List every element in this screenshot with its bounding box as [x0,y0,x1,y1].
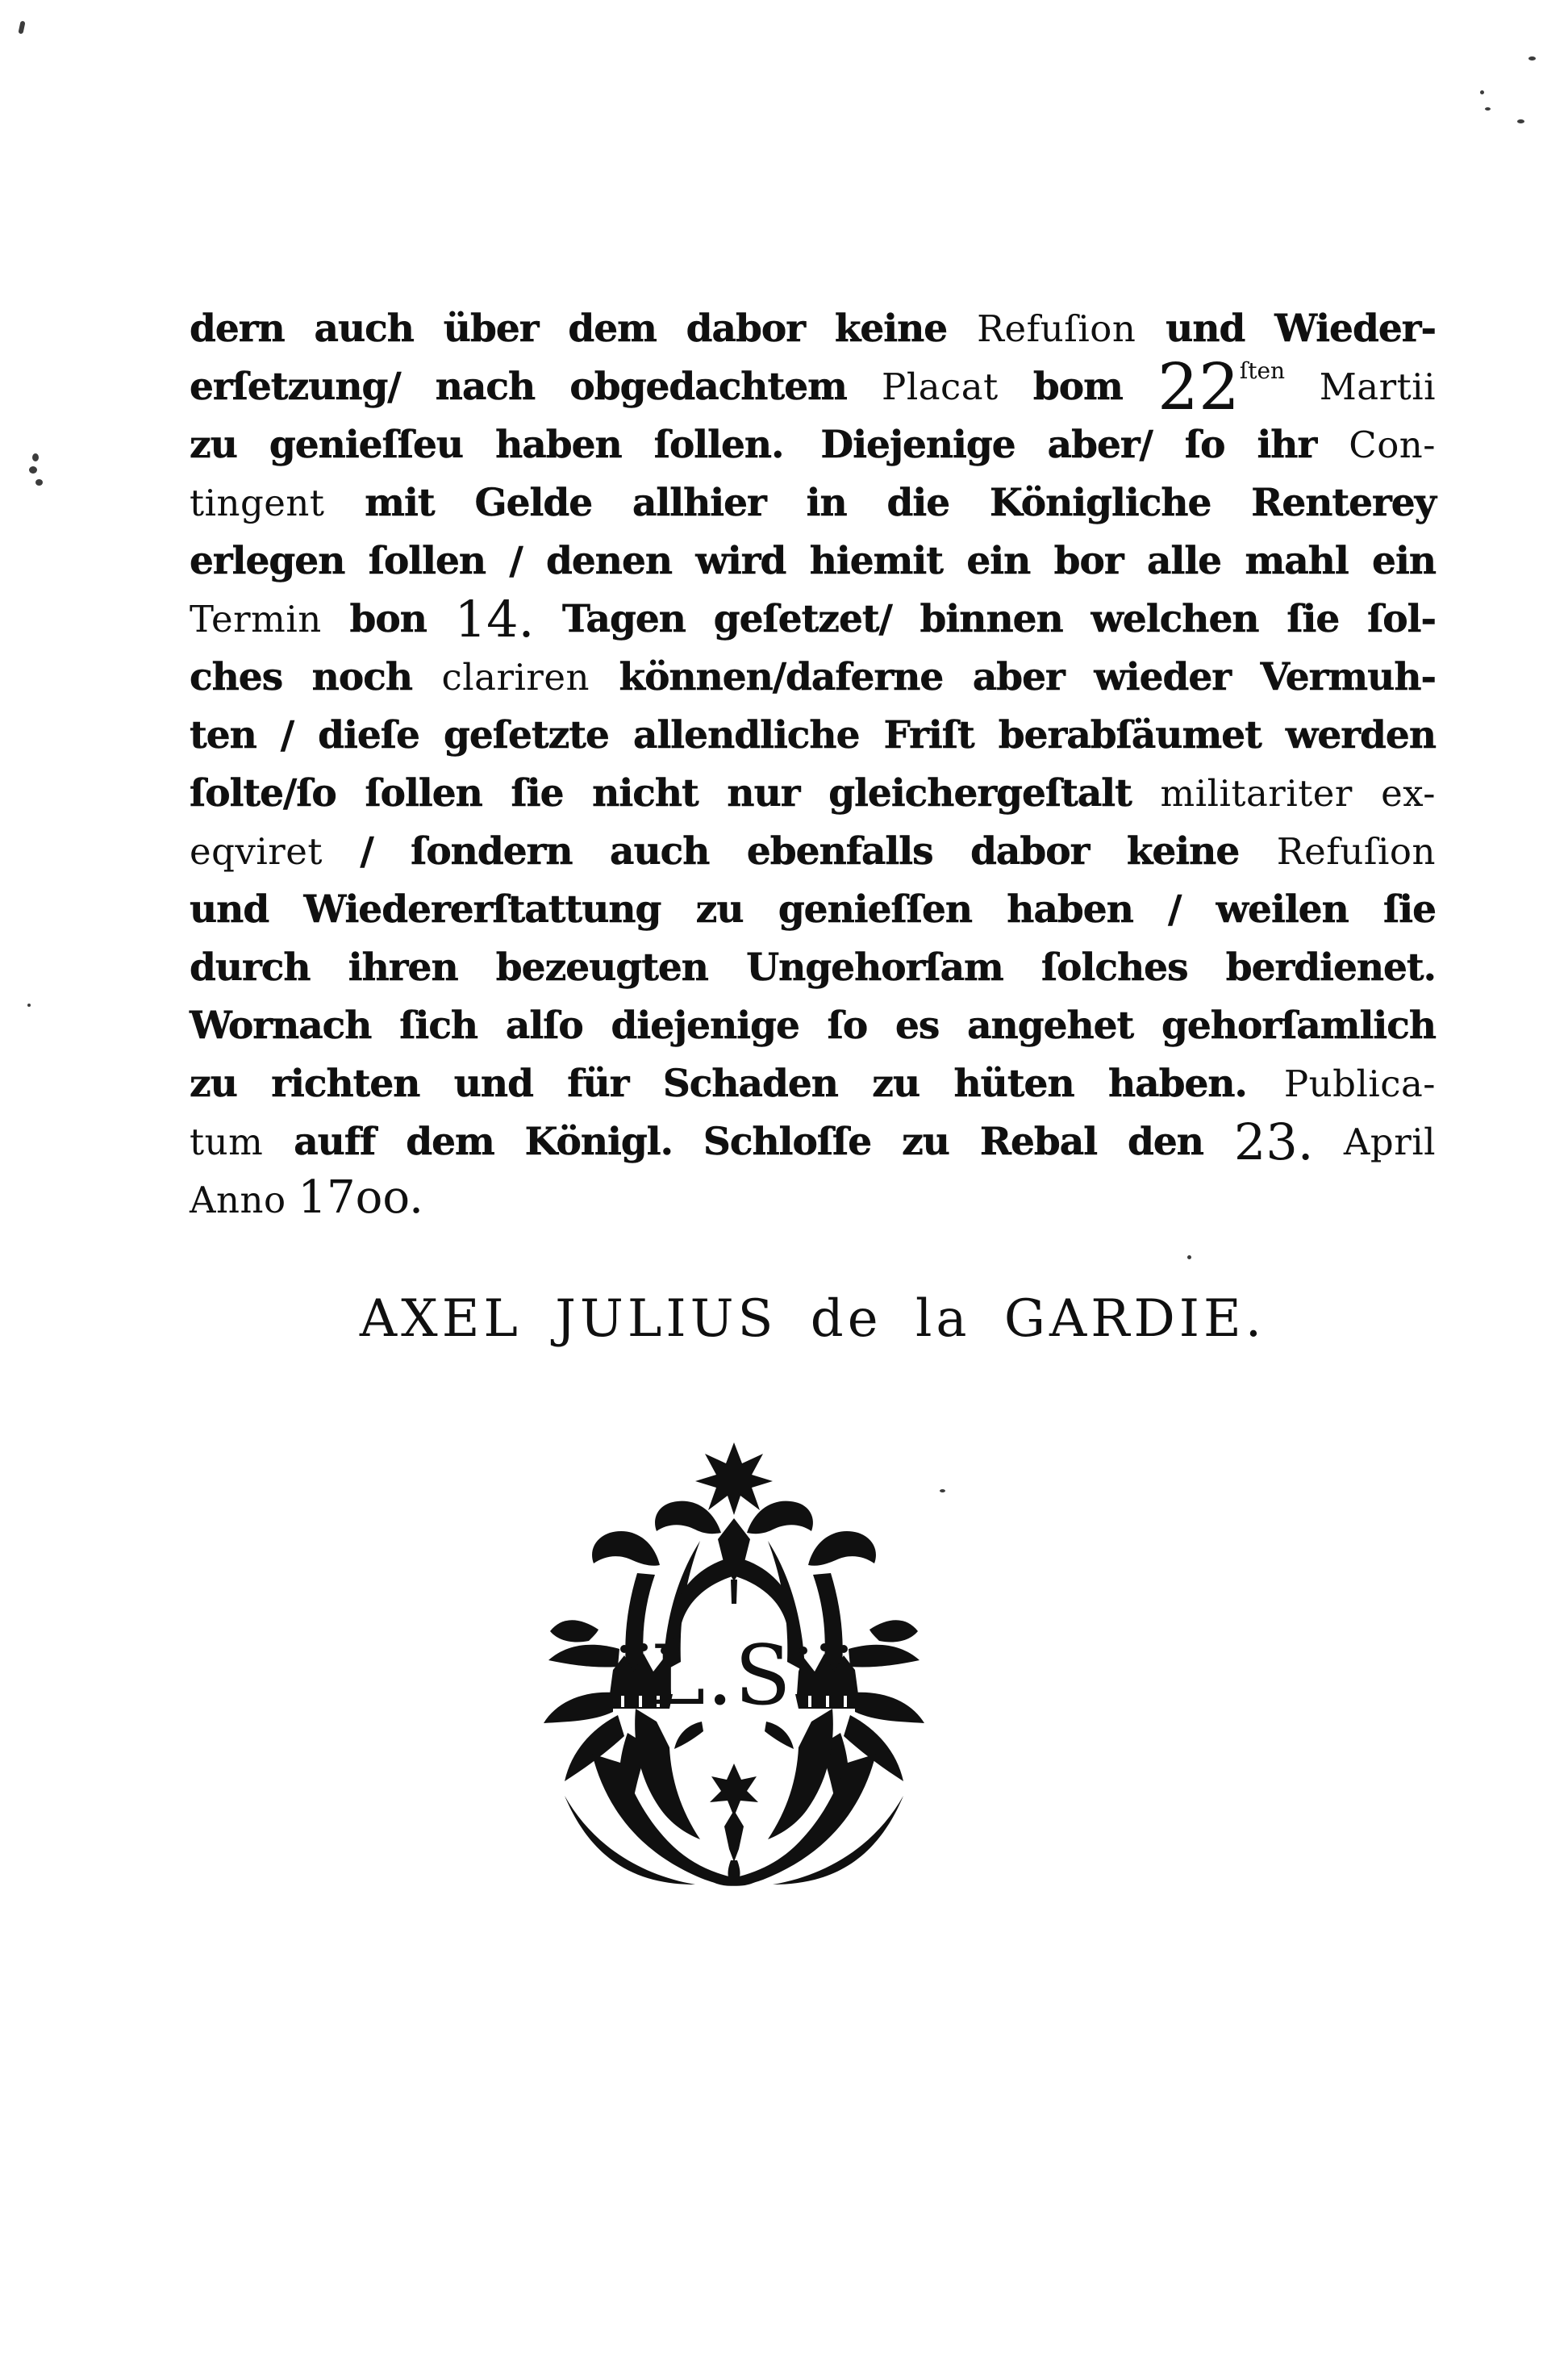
text-segment: 17oo. [298,1171,423,1224]
seal-foliage-graphic [542,1438,926,1886]
ink-speck [1528,56,1536,61]
text-segment: Refuſion [1276,830,1436,873]
text-segment: auff dem Königl. Schloſſe zu Rebal den [263,1120,1234,1164]
text-segment: ches noch [190,655,442,699]
document-line [190,1113,1436,1171]
text-segment: tingent [190,482,325,524]
text-segment: Termin [190,598,322,641]
ink-speck [1517,119,1524,123]
text-segment: Tagen geſetzet/ binnen welchen ſie ſol- [534,597,1437,641]
text-segment: Anno [190,1179,298,1221]
text-segment: 22 [1157,349,1240,424]
text-segment: bom [998,365,1158,409]
text-segment: eqviret [190,830,323,873]
seal-monogram-text: L.S. [650,1628,818,1724]
ink-speck [27,1004,31,1007]
document-line [190,765,1436,823]
text-segment: bon [321,597,455,641]
text-segment: Refuſion [977,307,1136,350]
text-segment: Placat [882,365,999,408]
text-segment: militariter ex- [1160,772,1436,815]
signature-line: AXEL JULIUS de la GARDIE. [359,1289,1266,1349]
document-line [190,707,1436,765]
document-text [190,300,1436,1229]
text-segment: durch ihren bezeugten Ungehorſam ſolches berdienet. [190,945,1436,990]
document-line [190,997,1436,1055]
text-segment: erlegen ſollen / denen wird hiemit ein bor alle mahl ein [190,539,1436,583]
text-segment: Publica- [1283,1062,1436,1105]
ink-speck [32,453,39,461]
document-line [190,881,1436,939]
text-segment: ſolte/ſo ſollen ſie nicht nur gleichergeſtalt [190,771,1161,816]
document-line [190,474,1436,532]
text-segment: April [1313,1121,1436,1163]
ink-speck [18,21,25,35]
ink-speck [1480,90,1484,94]
text-segment: und Wieder- [1136,307,1436,351]
document-line [190,349,1436,424]
text-segment: ſten [1239,357,1286,384]
text-segment: 14. [454,590,535,649]
document-line [190,1171,1436,1229]
text-segment: 23. [1233,1112,1314,1171]
text-segment: und Wiedererſtattung zu genieſſen haben / weilen ſie [190,887,1436,932]
text-segment: / ſondern auch ebenfalls dabor keine [322,829,1277,874]
document-line [190,532,1436,591]
text-segment: können/daferne aber wieder Vermuh- [589,655,1436,699]
text-segment: erſetzung/ nach obgedachtem [190,365,882,409]
document-line [190,939,1436,997]
text-segment: clariren [441,656,590,699]
text-segment: mit Gelde allhier in die Königliche Renterey [324,481,1436,525]
ink-speck [29,466,37,474]
document-line [190,416,1436,474]
document-line [190,591,1436,649]
document-line [190,823,1436,881]
text-segment: ten / dieſe geſetzte allendliche Friſt berabſäumet werden [190,713,1436,758]
text-segment: Wornach ſich alſo diejenige ſo es angehet gehorſamlich [190,1004,1436,1048]
text-segment: dern auch über dem dabor keine [190,307,978,351]
text-segment: zu genieſſeu haben ſollen. Diejenige aber/ ſo ihr [190,423,1349,467]
ink-speck [1485,107,1491,111]
text-segment: Martii [1285,365,1436,408]
ink-speck [35,479,43,486]
text-segment: Con- [1349,424,1436,466]
text-segment: tum [190,1121,264,1163]
document-line [190,300,1436,358]
document-line [190,1055,1436,1113]
document-line [190,649,1436,707]
seal-ornament [542,1438,926,1886]
ink-speck [1187,1255,1191,1259]
text-segment: zu richten und für Schaden zu hüten haben. [190,1062,1284,1106]
ink-speck [940,1489,945,1492]
